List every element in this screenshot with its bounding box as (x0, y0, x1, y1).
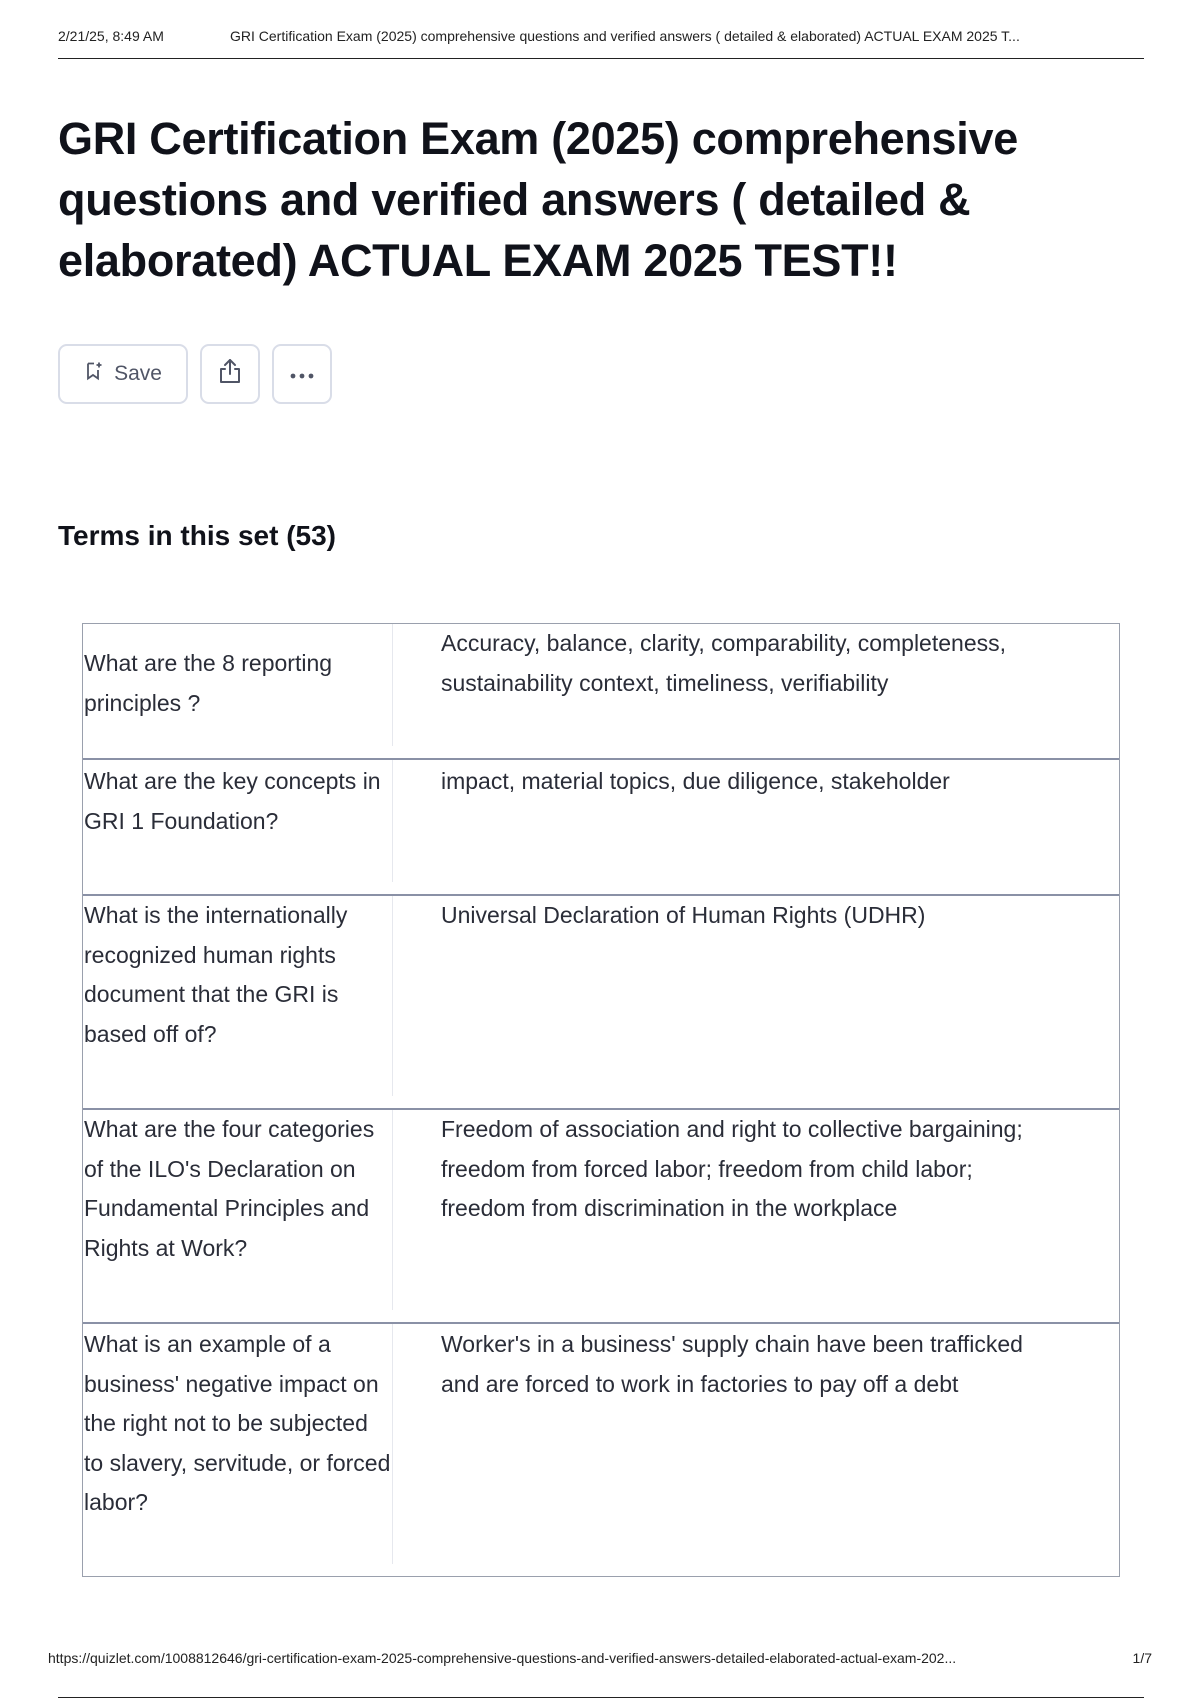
term-text: What are the four categories of the ILO's Declaration on Fundamental Principles and Rights at Work? (83, 1110, 393, 1310)
print-document-title: GRI Certification Exam (2025) comprehensive questions and verified answers ( detailed & elaborated) ACTUAL EXAM 2025 T... (230, 28, 1020, 44)
definition-text: Universal Declaration of Human Rights (UDHR) (441, 902, 926, 928)
definition-text: Freedom of association and right to collective bargaining; freedom from forced labor; freedom from child labor; freedom from discrimination in the workplace (441, 1116, 1023, 1221)
terms-section-title: Terms in this set (53) (58, 520, 337, 551)
term-text: What is an example of a business' negative impact on the right not to be subjected to slavery, servitude, or forced labor? (83, 1324, 393, 1564)
terms-table (82, 623, 1120, 1577)
more-horizontal-icon (288, 362, 316, 386)
term-row (83, 1322, 1119, 1576)
term-row (83, 758, 1119, 894)
term-row (83, 624, 1119, 758)
term-row (83, 1108, 1119, 1322)
print-header (58, 28, 1144, 59)
page-number: 1/7 (1132, 1650, 1152, 1666)
page-url: https://quizlet.com/1008812646/gri-certification-exam-2025-comprehensive-questions-and-verified-answers-detailed-elaborated-actual-exam-202... (48, 1650, 957, 1666)
share-upload-icon (217, 357, 243, 391)
definition-text: Worker's in a business' supply chain have been trafficked and are forced to work in factories to pay off a debt (441, 1331, 1023, 1397)
print-date: 2/21/25, 8:49 AM (58, 28, 164, 44)
term-text: What are the 8 reporting principles ? (83, 624, 393, 746)
print-footer (48, 1650, 1152, 1666)
save-button[interactable] (58, 344, 188, 404)
bookmark-add-icon (84, 361, 104, 387)
definition-text: Accuracy, balance, clarity, comparability, completeness, sustainability context, timeliness, verifiability (441, 630, 1007, 696)
term-text: What are the key concepts in GRI 1 Foundation? (83, 760, 393, 882)
footer-divider (58, 1697, 1144, 1698)
share-button[interactable] (200, 344, 260, 404)
page-title: GRI Certification Exam (2025) comprehensive questions and verified answers ( detailed & elaborated) ACTUAL EXAM 2025 TEST!! (58, 113, 1018, 286)
save-button-label: Save (114, 362, 162, 385)
more-options-button[interactable] (272, 344, 332, 404)
term-row (83, 894, 1119, 1108)
term-text: What is the internationally recognized human rights document that the GRI is based off of? (83, 896, 393, 1096)
definition-text: impact, material topics, due diligence, stakeholder (441, 768, 950, 794)
action-bar (58, 344, 332, 404)
